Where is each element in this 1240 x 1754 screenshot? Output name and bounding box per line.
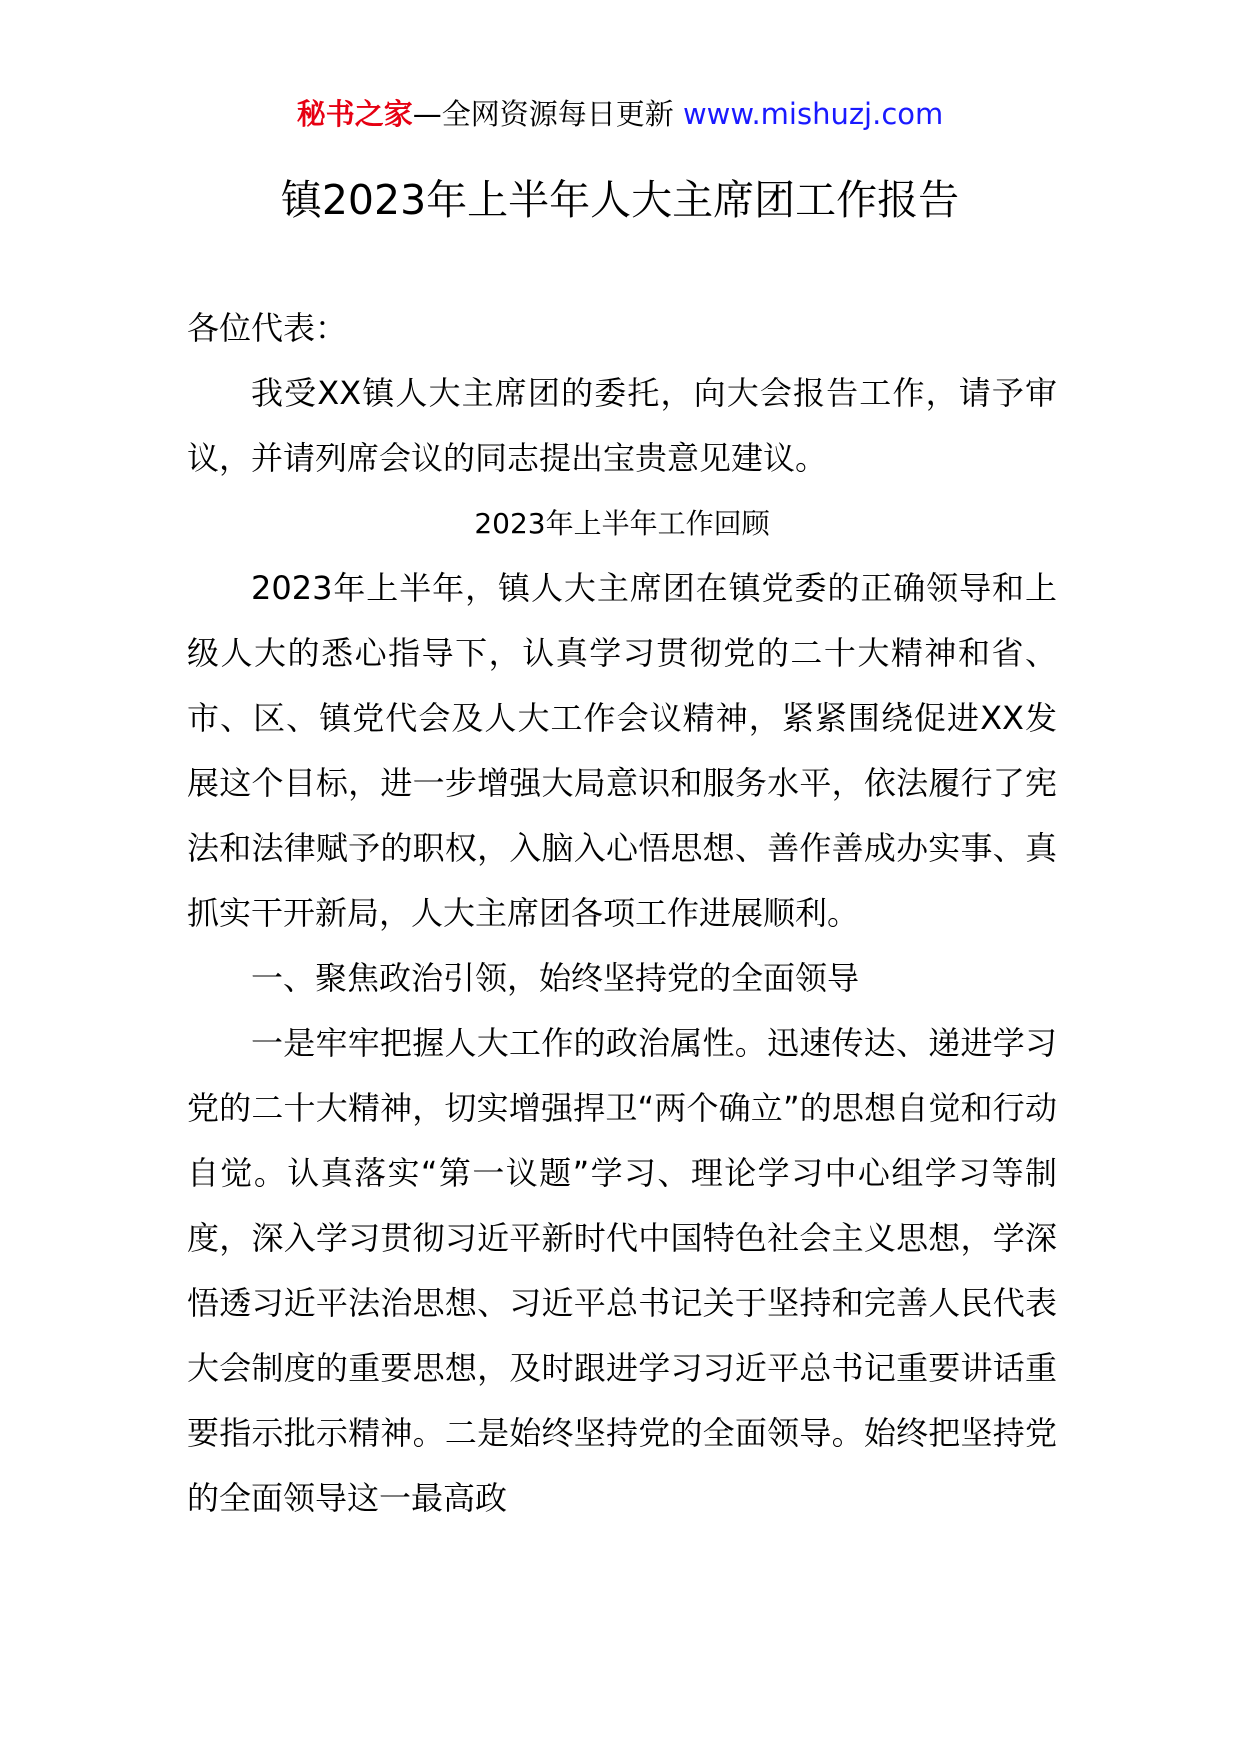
site-header <box>0 94 1240 134</box>
document-body <box>187 296 1057 1531</box>
section-heading: 2023年上半年工作回顾 <box>474 507 770 540</box>
intro-paragraph: 我受XX镇人大主席团的委托，向大会报告工作，请予审议，并请列席会议的同志提出宝贵意见建议。 <box>187 374 1057 477</box>
salutation: 各位代表： <box>187 309 348 347</box>
point-one-heading: 一、聚焦政治引领，始终坚持党的全面领导 <box>251 959 860 997</box>
overview-paragraph: 2023年上半年，镇人大主席团在镇党委的正确领导和上级人大的悉心指导下，认真学习贯彻党的二十大精神和省、市、区、镇党代会及人大工作会议精神，紧紧围绕促进XX发展这个目标，进一步增强大局意识和服务水平，依法履行了宪法和法律赋予的职权，入脑入心悟思想、善作善成办实事、真抓实干开新局，人大主席团各项工作进展顺利。 <box>187 569 1057 932</box>
brand-name: 秘书之家 <box>296 97 413 131</box>
site-tagline: —全网资源每日更新 <box>412 97 674 131</box>
point-one-paragraph: 一是牢牢把握人大工作的政治属性。迅速传达、递进学习党的二十大精神，切实增强捍卫“两个确立”的思想自觉和行动自觉。认真落实“第一议题”学习、理论学习中心组学习等制度，深入学习贯彻习近平新时代中国特色社会主义思想，学深悟透习近平法治思想、习近平总书记关于坚持和完善人民代表大会制度的重要思想，及时跟进学习习近平总书记重要讲话重要指示批示精神。二是始终坚持党的全面领导。始终把坚持党的全面领导这一最高政 <box>187 1024 1057 1517</box>
document-title: 镇2023年上半年人大主席团工作报告 <box>280 176 960 224</box>
site-url-link[interactable]: www.mishuzj.com <box>682 97 944 131</box>
